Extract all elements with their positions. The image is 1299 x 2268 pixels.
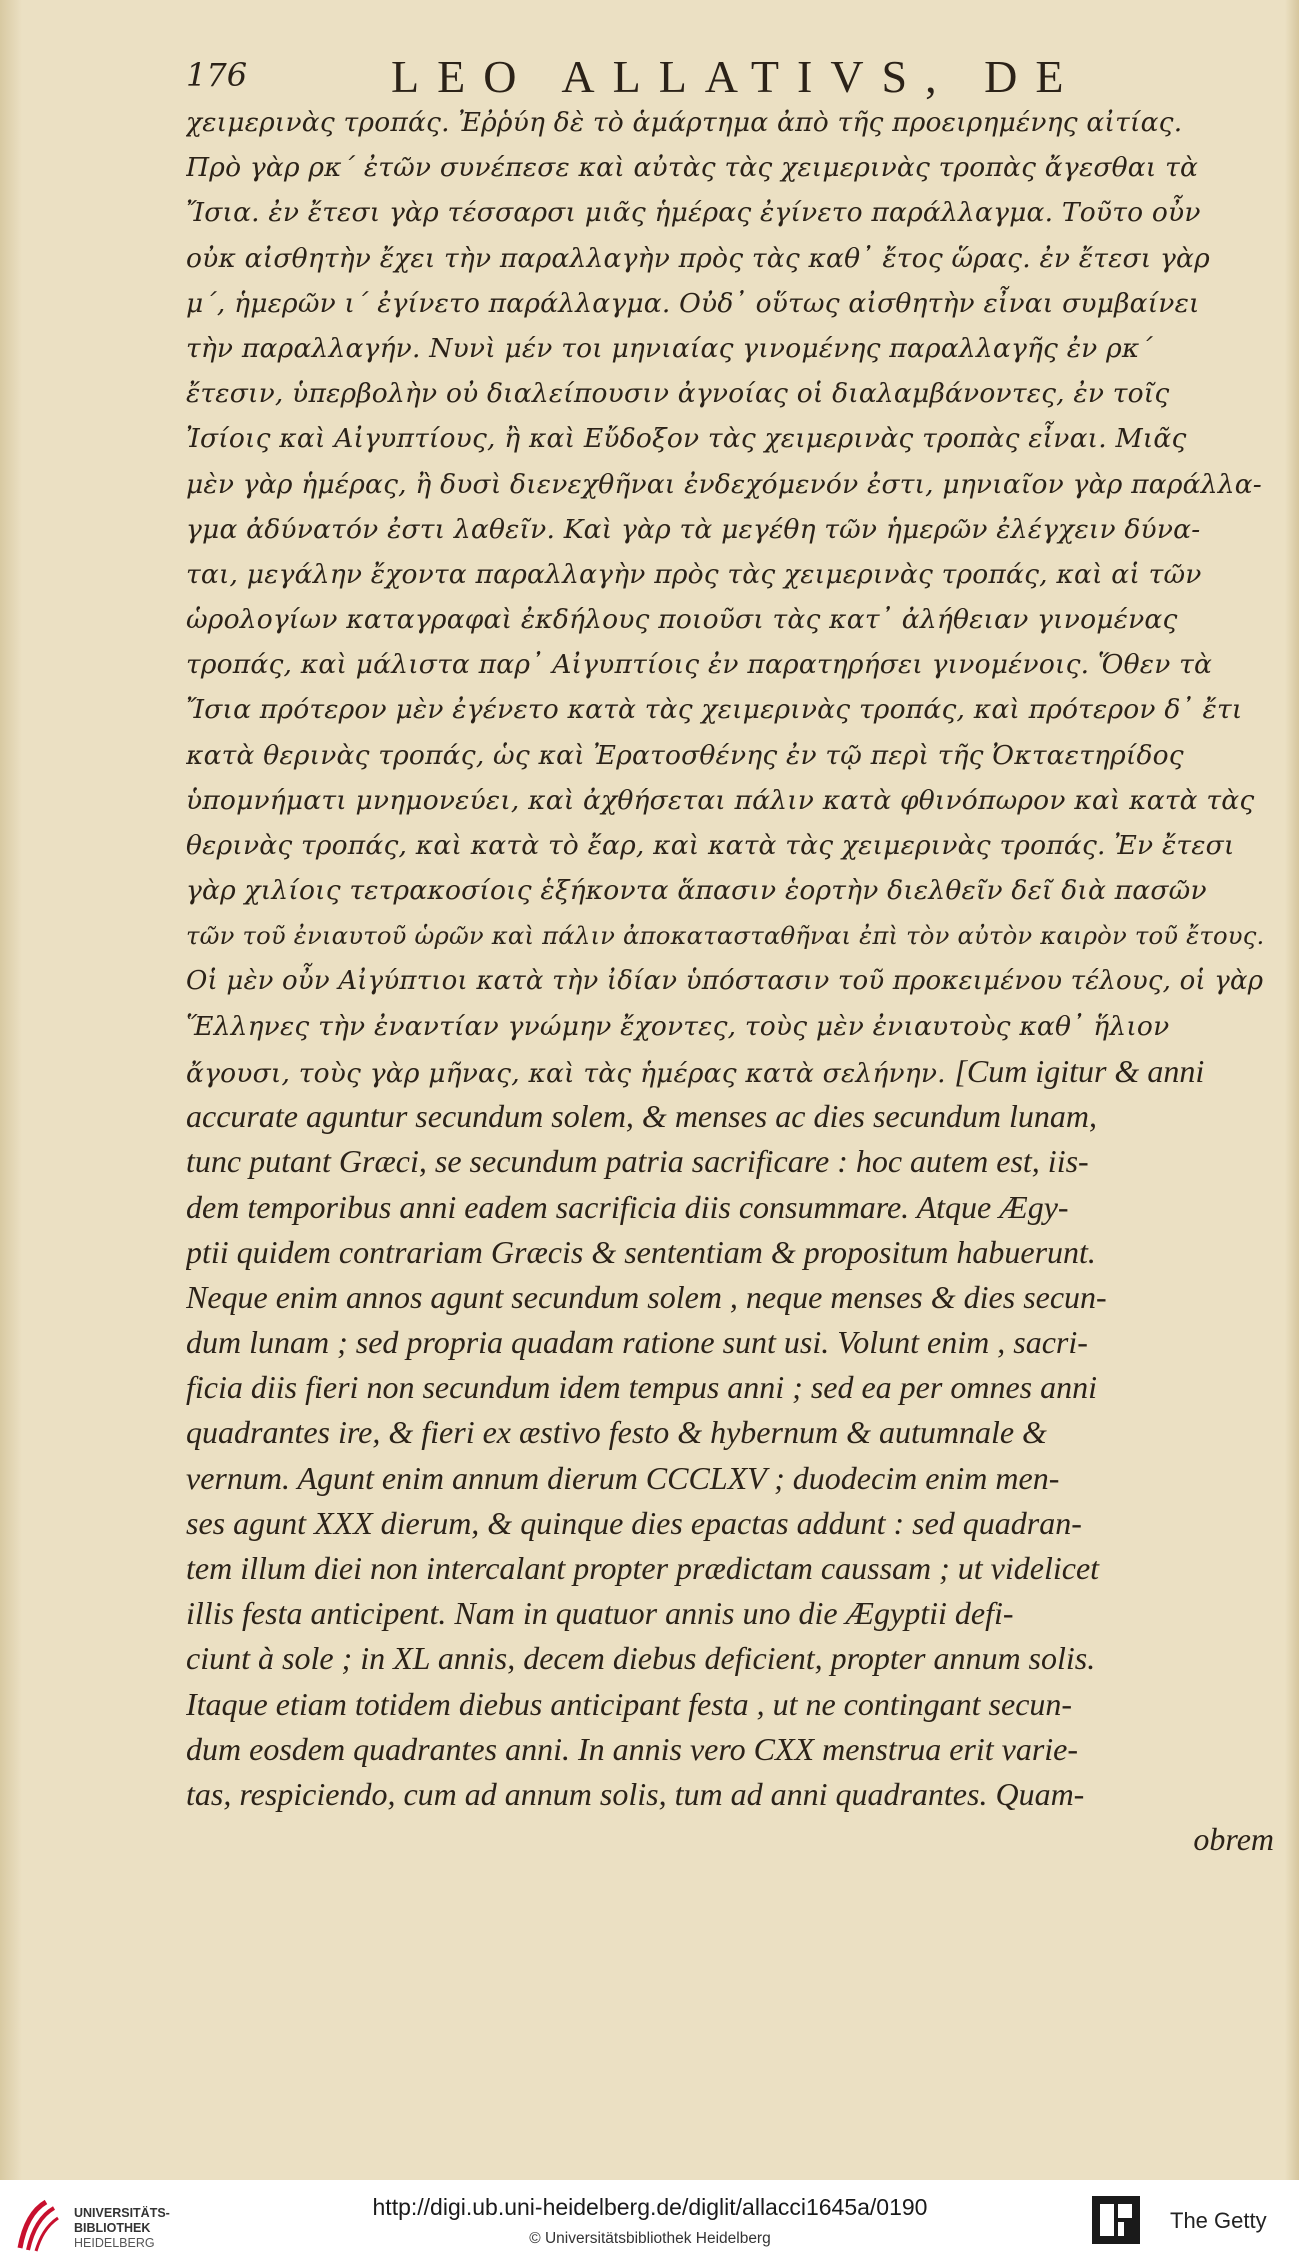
text-line: ται, μεγάλην ἔχοντα παραλλαγὴν πρὸς τὰς χειμερινὰς τροπάς, καὶ αἱ τῶν [186,558,1202,590]
getty-logo[interactable] [1090,2194,1290,2254]
page-number: 176 [186,56,248,94]
ub-heidelberg-logo-icon [12,2196,64,2254]
text-line: ciunt à sole ; in XL annis, decem diebus deficient, propter annum solis. [186,1640,1096,1677]
text-line [186,1049,1274,1094]
text-line: dem temporibus anni eadem sacrificia diis consummare. Atque Ægy- [186,1188,1069,1225]
text-line: quadrantes ire, & fieri ex æstivo festo & hybernum & autumnale & [186,1414,1047,1451]
text-line: ficia diis fieri non secundum idem tempus anni ; sed ea per omnes anni [186,1369,1097,1406]
text-line: tas, respiciendo, cum ad annum solis, tum ad anni quadrantes. Quam- [186,1775,1085,1812]
text-line: τῶν τοῦ ἐνιαυτοῦ ὡρῶν καὶ πάλιν ἀποκατασταθῆναι ἐπὶ τὸν αὐτὸν καιρὸν τοῦ ἔτους. [186,921,1265,951]
text-line: τὴν παραλλαγήν. Νυνὶ μέν τοι μηνιαίας γινομένης παραλλαγῆς ἐν ρκ΄ [186,332,1153,364]
page-edge-right [1285,0,1299,2180]
text-line: ses agunt XXX dierum, & quinque dies epactas addunt : sed quadran- [186,1504,1082,1541]
text-line: Itaque etiam totidem diebus anticipant festa , ut ne contingant secun- [186,1685,1073,1722]
text-line: ptii quidem contrariam Græcis & sententiam & propositum habuerunt. [186,1233,1096,1270]
viewer-footer [0,2180,1299,2268]
getty-logo-name: The Getty [1170,2208,1267,2233]
library-logo[interactable] [12,2190,177,2260]
text-line: κατὰ θερινὰς τροπάς, ὡς καὶ Ἐρατοσθένης ἐν τῷ περὶ τῆς Ὀκταετηρίδος [186,739,1184,771]
library-logo-line-3: HEIDELBERG [74,2236,155,2250]
text-line: ἔτεσιν, ὑπερβολὴν οὐ διαλείπουσιν ἀγνοίας οἱ διαλαμβάνοντες, ἐν τοῖς [186,378,1170,410]
text-line: Ἰσίοις καὶ Αἰγυπτίους, ἢ καὶ Εὔδοξον τὰς χειμερινὰς τροπὰς εἶναι. Μιᾶς [186,423,1187,455]
permalink-url[interactable]: http://digi.ub.uni-heidelberg.de/diglit/allacci1645a/0190 [372,2194,928,2220]
latin-text: [Cum igitur & anni [954,1052,1205,1089]
text-line: γὰρ χιλίοις τετρακοσίοις ἑξήκοντα ἅπασιν ἑορτὴν διελθεῖν δεῖ διὰ πασῶν [186,875,1207,907]
catchword: obrem [1193,1821,1274,1858]
library-logo-line-2: BIBLIOTHEK [74,2221,151,2235]
text-line: accurate aguntur secundum solem, & menses ac dies secundum lunam, [186,1098,1097,1135]
text-line: Οἱ μὲν οὖν Αἰγύπτιοι κατὰ τὴν ἰδίαν ὑπόστασιν τοῦ προκειμένου τέλους, οἱ γὰρ [186,965,1264,996]
text-line: Πρὸ γὰρ ρκ΄ ἐτῶν συνέπεσε καὶ αὐτὰς τὰς χειμερινὰς τροπὰς ἄγεσθαι τὰ [186,152,1199,184]
text-line: τροπάς, καὶ μάλιστα παρ᾽ Αἰγυπτίοις ἐν παρατηρήσει γινομένοις. Ὅθεν τὰ [186,649,1213,681]
text-line: μὲν γὰρ ἡμέρας, ἢ δυσὶ διενεχθῆναι ἐνδεχόμενόν ἐστι, μηνιαῖον γὰρ παράλλα- [186,468,1262,500]
text-line: γμα ἀδύνατόν ἐστι λαθεῖν. Καὶ γὰρ τὰ μεγέθη τῶν ἡμερῶν ἐλέγχειν δύνα- [186,513,1201,545]
library-logo-line-1: UNIVERSITÄTS- [74,2206,170,2220]
page-header [186,50,1266,100]
page-edge-left [0,0,22,2180]
text-line: tunc putant Græci, se secundum patria sacrificare : hoc autem est, iis- [186,1143,1089,1180]
text-line: tem illum diei non intercalant propter prædictam caussam ; ut videlicet [186,1550,1100,1586]
text-line: χειμερινὰς τροπάς. Ἐῤῥύη δὲ τὸ ἁμάρτημα ἀπὸ τῆς προειρημένης αἰτίας. [186,107,1183,138]
text-line: vernum. Agunt enim annum dierum CCCLXV ; duodecim enim men- [186,1459,1060,1496]
text-line: μ΄, ἡμερῶν ι΄ ἐγίνετο παράλλαγμα. Οὐδ᾽ οὕτως αἰσθητὴν εἶναι συμβαίνει [186,287,1200,319]
getty-logo-icon [1090,2194,1142,2246]
text-line: ὑπομνήματι μνημονεύει, καὶ ἀχθήσεται πάλιν κατὰ φθινόπωρον καὶ κατὰ τὰς [186,784,1255,816]
text-line: Neque enim annos agunt secundum solem , neque menses & dies secun- [186,1278,1107,1315]
text-line: dum eosdem quadrantes anni. In annis vero CXX menstrua erit varie- [186,1730,1079,1767]
copyright-notice: © Universitätsbibliothek Heidelberg [529,2230,771,2247]
text-line: Ἕλληνες τὴν ἐναντίαν γνώμην ἔχοντες, τοὺς μὲν ἐνιαυτοὺς καθ᾽ ἥλιον [186,1010,1170,1042]
text-line: ὡρολογίων καταγραφαὶ ἐκδήλους ποιοῦσι τὰς κατ᾽ ἀλήθειαν γινομένας [186,604,1178,636]
main-text-block [186,100,1274,1862]
text-line: οὐκ αἰσθητὴν ἔχει τὴν παραλλαγὴν πρὸς τὰς καθ᾽ ἔτος ὥρας. ἐν ἔτεσι γὰρ [186,242,1210,274]
text-line: illis festa anticipent. Nam in quatuor annis uno die Ægyptii defi- [186,1595,1014,1632]
text-line: Ἴσια. ἐν ἔτεσι γὰρ τέσσαρσι μιᾶς ἡμέρας ἐγίνετο παράλλαγμα. Τοῦτο οὖν [186,197,1201,229]
text-line: Ἴσια πρότερον μὲν ἐγένετο κατὰ τὰς χειμερινὰς τροπάς, καὶ πρότερον δ᾽ ἔτι [186,694,1243,726]
text-line: θερινὰς τροπάς, καὶ κατὰ τὸ ἔαρ, καὶ κατὰ τὰς χειμερινὰς τροπάς. Ἐν ἔτεσι [186,830,1235,861]
text-line: dum lunam ; sed propria quadam ratione sunt usi. Volunt enim , sacri- [186,1324,1088,1361]
greek-text: ἄγουσι, τοὺς γὰρ μῆνας, καὶ τὰς ἡμέρας κατὰ σελήνην. [186,1057,955,1089]
running-title: LEO ALLATIVS, DE [391,51,1082,102]
